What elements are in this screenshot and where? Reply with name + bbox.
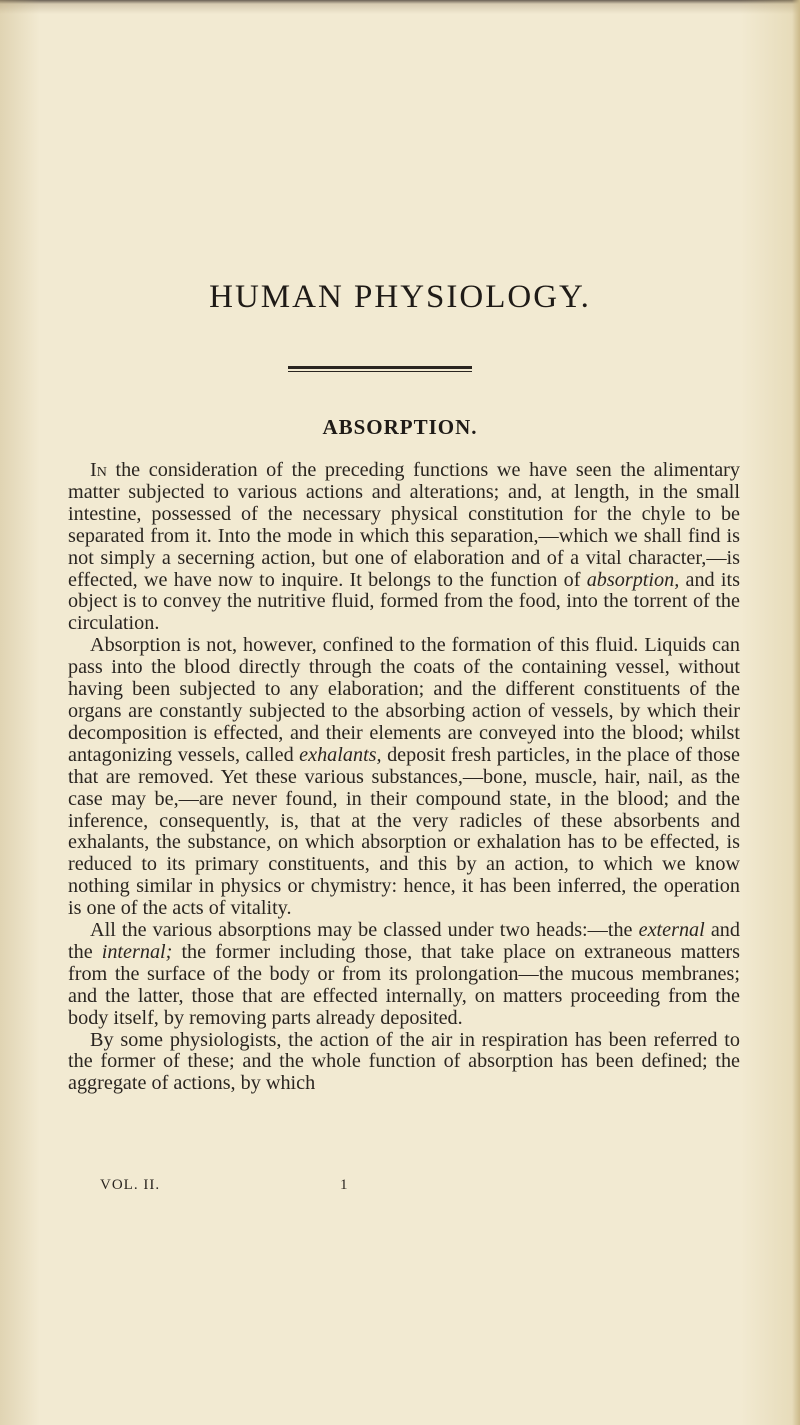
paragraph-2-end: deposit fresh particles, in the place of those that are removed. Yet these various substances,—bone, muscle, hair, nail, as the case may be,—are never found, in their compound state, in the blood; and the inference, consequently, is, that at the very radicles of these absorbents and exhalants, the substance, on which absorption or exhalation has to be effected, is reduced to its primary constituents, and this by an action, to which we know nothing similar in physics or chymistry: hence, it has been inferred, the operation is one of the acts of vitality. [68,743,740,920]
paragraph-2-text: Absorption is not, however, confined to the formation of this fluid. Liquids can pass into the blood directly through the coats of the containing vessel, without having been subjected to any elaboration; and the different constituents of the organs are constantly subjected to the absorbing action of vessels, by which their decomposition is effected, and their elements are conveyed into the blood; whilst antagonizing vessels, called [68,634,740,766]
section-title: ABSORPTION. [322,415,478,439]
paragraph-3-italic-1: external [638,919,705,942]
body-text [68,460,740,1095]
page-edge [792,0,800,1425]
paragraph-1 [68,460,740,635]
paragraph-1-end: and its object is to convey the nutritive fluid, formed from the food, into the torrent of the circulation. [68,568,740,635]
paragraph-3-mid: and the [68,919,740,963]
book-title: HUMAN PHYSIOLOGY. [209,279,591,315]
paragraph-1-italic: absorption, [586,568,680,591]
title-rule-thin [288,371,472,372]
paragraph-4-text: By some physiologists, the action of the air in respiration has been referred to the former of these; and the whole function of absorption has been defined; the aggregate of actions, by which [68,1028,740,1095]
paragraph-3 [68,920,740,1030]
paragraph-4 [68,1030,740,1096]
volume-label: VOL. II. [100,1177,161,1193]
paragraph-3-end: the former including those, that take place on extraneous matters from the surface of the body or from its prolongation—the mucous membranes; and the latter, those that are effected internally, on matters proceeding from the body itself, by removing parts already deposited. [68,940,741,1029]
paragraph-1-text: the consideration of the preceding functions we have seen the alimentary matter subjected to various actions and alterations; and, at length, in the small intestine, possessed of the necessary physical constitution for the chyle to be separated from it. Into the mode in which this separation,—which we shall find is not simply a secerning action, but one of elaboration and of a vital character,—is effected, we have now to inquire. It belongs to the function of [68,459,740,591]
paragraph-2-italic: exhalants, [299,743,382,766]
paragraph-2 [68,635,740,920]
paragraph-3-text: All the various absorptions may be classed under two heads:—the [90,919,639,942]
drop-word: In [90,459,107,481]
signature-mark: 1 [340,1177,349,1193]
title-rule [288,366,472,369]
paragraph-3-italic-2: internal; [101,940,173,963]
